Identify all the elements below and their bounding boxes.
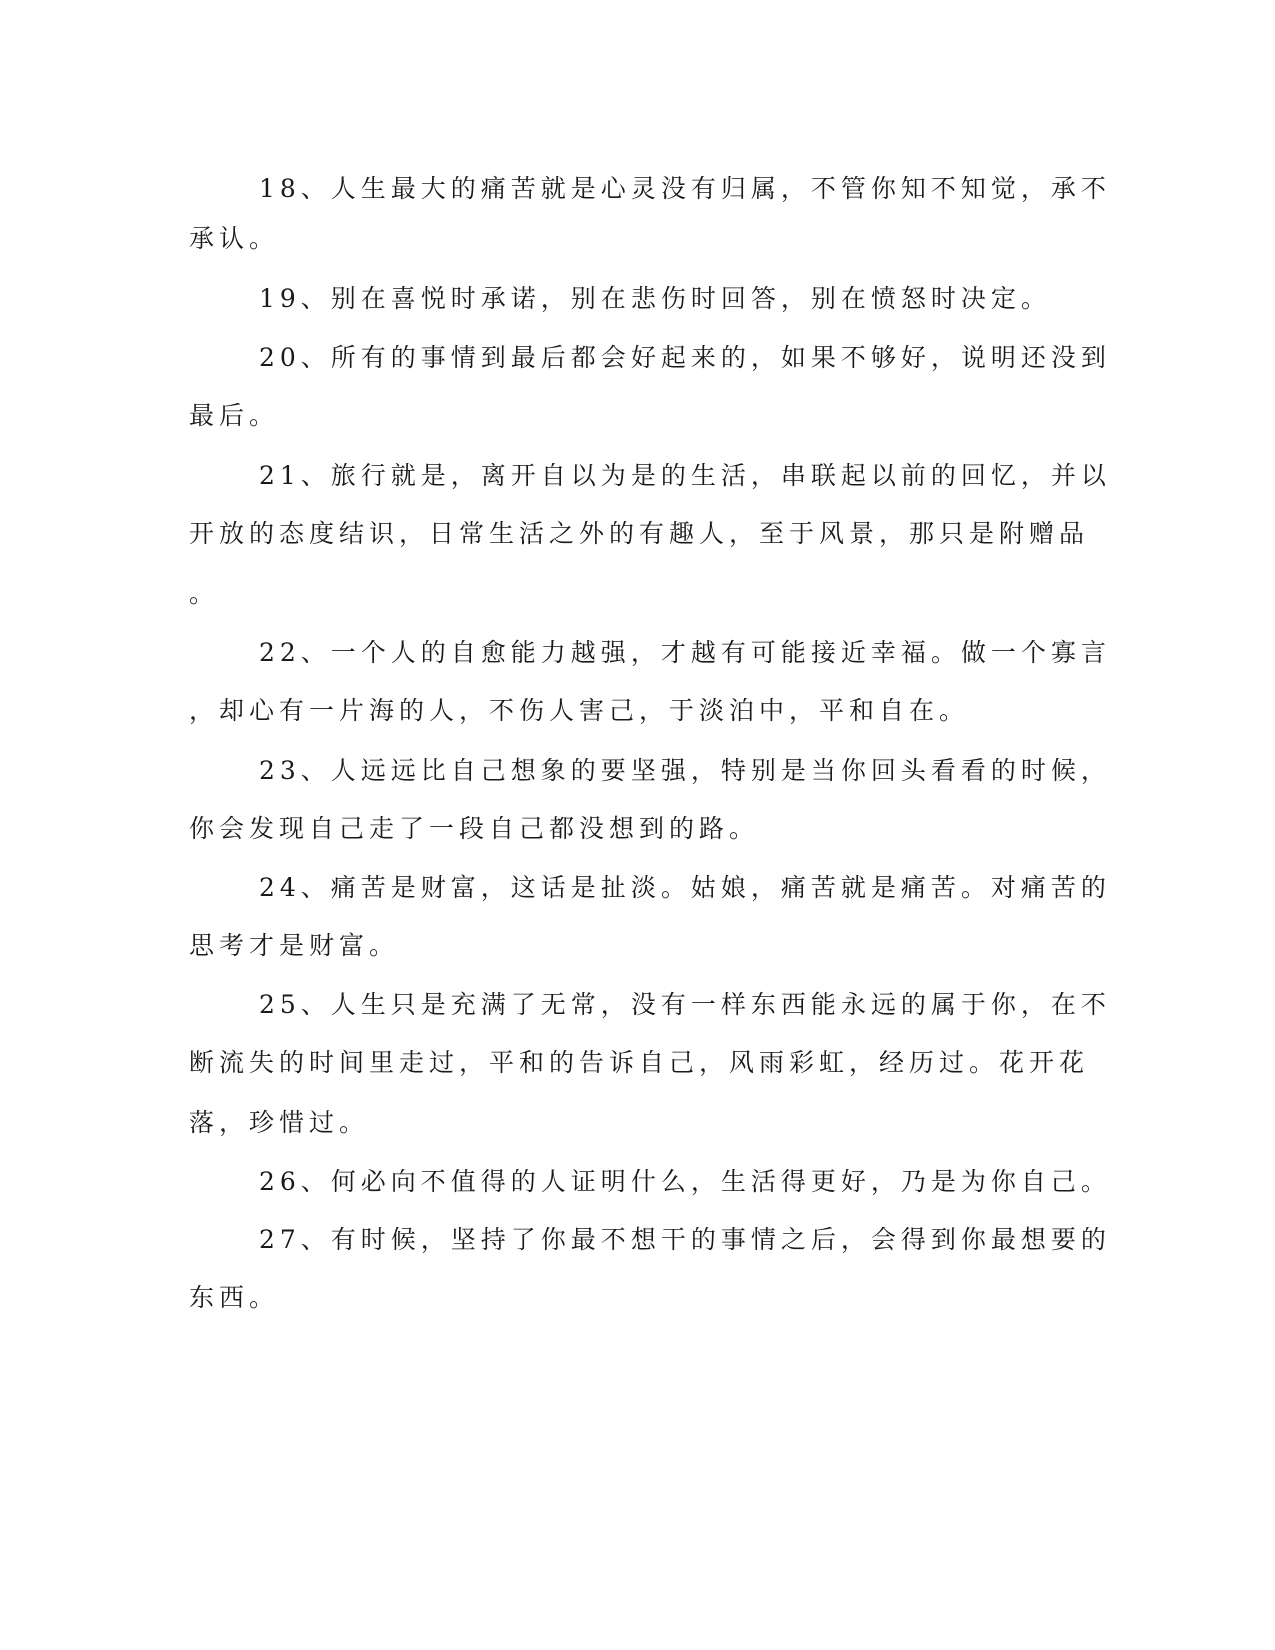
paragraph-21-line-2: 开放的态度结识，日常生活之外的有趣人，至于风景，那只是附赠品 bbox=[189, 519, 1090, 548]
paragraph-25-line-3: 落，珍惜过。 bbox=[189, 1108, 370, 1137]
paragraph-27-line-2: 东西。 bbox=[189, 1283, 280, 1312]
paragraph-23-line-2: 你会发现自己走了一段自己都没想到的路。 bbox=[189, 814, 760, 843]
paragraph-22-line-1: 22、一个人的自愈能力越强，才越有可能接近幸福。做一个寡言 bbox=[259, 638, 1111, 667]
paragraph-18-line-2: 承认。 bbox=[189, 224, 280, 253]
paragraph-25-line-1: 25、人生只是充满了无常，没有一样东西能永远的属于你，在不 bbox=[259, 990, 1111, 1019]
paragraph-20-line-1: 20、所有的事情到最后都会好起来的，如果不够好，说明还没到 bbox=[259, 343, 1111, 372]
paragraph-21-line-1: 21、旅行就是，离开自以为是的生活，串联起以前的回忆，并以 bbox=[259, 461, 1111, 490]
paragraph-24-line-2: 思考才是财富。 bbox=[189, 931, 400, 960]
paragraph-18-line-1: 18、人生最大的痛苦就是心灵没有归属，不管你知不知觉，承不 bbox=[259, 174, 1111, 203]
paragraph-20-line-2: 最后。 bbox=[189, 401, 280, 430]
paragraph-27-line-1: 27、有时候，坚持了你最不想干的事情之后，会得到你最想要的 bbox=[259, 1225, 1111, 1254]
paragraph-23-line-1: 23、人远远比自己想象的要坚强，特别是当你回头看看的时候， bbox=[259, 756, 1111, 785]
paragraph-21-line-3: 。 bbox=[189, 579, 220, 608]
paragraph-25-line-2: 断流失的时间里走过，平和的告诉自己，风雨彩虹，经历过。花开花 bbox=[189, 1048, 1090, 1077]
paragraph-24-line-1: 24、痛苦是财富，这话是扯淡。姑娘，痛苦就是痛苦。对痛苦的 bbox=[259, 873, 1111, 902]
paragraph-26-line-1: 26、何必向不值得的人证明什么，生活得更好，乃是为你自己。 bbox=[259, 1167, 1111, 1196]
paragraph-22-line-2: ，却心有一片海的人，不伤人害己，于淡泊中，平和自在。 bbox=[189, 696, 970, 725]
paragraph-19-line-1: 19、别在喜悦时承诺，别在悲伤时回答，别在愤怒时决定。 bbox=[259, 284, 1051, 313]
